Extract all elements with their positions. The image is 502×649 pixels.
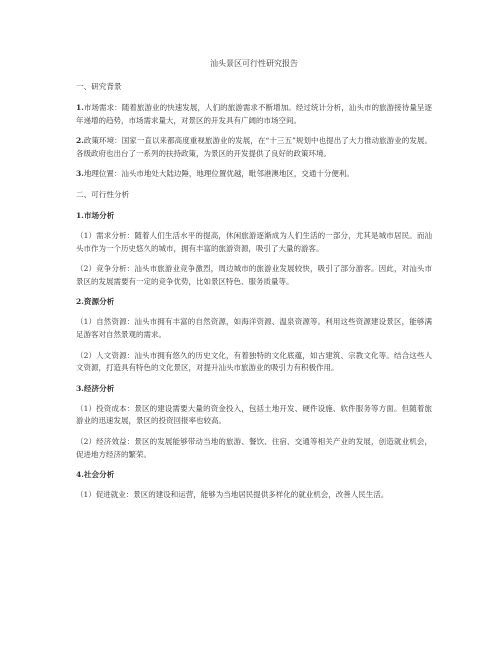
section-heading: 一、研究背景 [76, 82, 122, 91]
section-heading: 二、可行性分析 [76, 189, 130, 199]
paragraph-number: 1. [76, 103, 84, 112]
paragraph-text: 地理位置：汕头市地处大陆边陲，地理位置优越，毗邻港澳地区，交通十分便利。 [83, 169, 354, 179]
subsection-heading: 1.市场分析 [76, 210, 115, 220]
paragraph-number: 3. [76, 169, 84, 179]
paragraph: （2）经济效益：景区的发展能够带动当地的旅游、餐饮、住宿、交通等相关产业的发展，创造就业机会，促进地方经济的繁荣。 [76, 436, 432, 459]
paragraph: （2）人文资源：汕头市拥有悠久的历史文化，有着独特的文化底蕴，如古建筑、宗教文化等。结合这些人文资源，打造具有特色的文化景区，对提升汕头市旅游业的吸引力有积极作用。 [76, 350, 432, 373]
paragraph [76, 168, 432, 181]
subsection-heading: 4.社会分析 [76, 470, 115, 480]
paragraph-text: 政策环境：国家一直以来都高度重视旅游业的发展，在“十三五”规划中也提出了大力推动旅游业的发展。各级政府也出台了一系列的扶持政策，为景区的开发提供了良好的政策环境。 [76, 136, 432, 158]
paragraph: （1）需求分析：随着人们生活水平的提高，休闲旅游逐渐成为人们生活的一部分，尤其是城市居民。而汕头市作为一个历史悠久的城市，拥有丰富的旅游资源，吸引了大量的游客。 [76, 230, 432, 253]
paragraph: （1）促进就业：景区的建设和运营，能够为当地居民提供多样化的就业机会，改善人民生活。 [76, 490, 389, 500]
paragraph-number: 2. [76, 136, 84, 146]
paragraph [76, 102, 432, 127]
paragraph: （1）自然资源：汕头市拥有丰富的自然资源，如海洋资源、温泉资源等。利用这些资源建设景区，能够满足游客对自然景观的需求。 [76, 317, 432, 339]
subsection-heading: 3.经济分析 [76, 383, 115, 393]
subsection-heading: 2.资源分析 [76, 297, 115, 307]
paragraph [76, 135, 432, 160]
paragraph-text: 市场需求：随着旅游业的快速发展，人们的旅游需求不断增加。经过统计分析，汕头市的旅游接待量呈逐年递增的趋势，市场需求量大，对景区的开发具有广阔的市场空间。 [76, 103, 432, 125]
document-title: 汕头景区可行性研究报告 [210, 59, 298, 68]
paragraph: （1）投资成本：景区的建设需要大量的资金投入，包括土地开发、硬件设施、软件服务等方面。但随着旅游业的迅速发展，景区的投资回报率也较高。 [76, 403, 432, 426]
paragraph: （2）竞争分析：汕头市旅游业竞争激烈，周边城市的旅游业发展较快，吸引了部分游客。因此，对汕头市景区的发展需要有一定的竞争优势，比如景区特色、服务质量等。 [76, 264, 432, 286]
